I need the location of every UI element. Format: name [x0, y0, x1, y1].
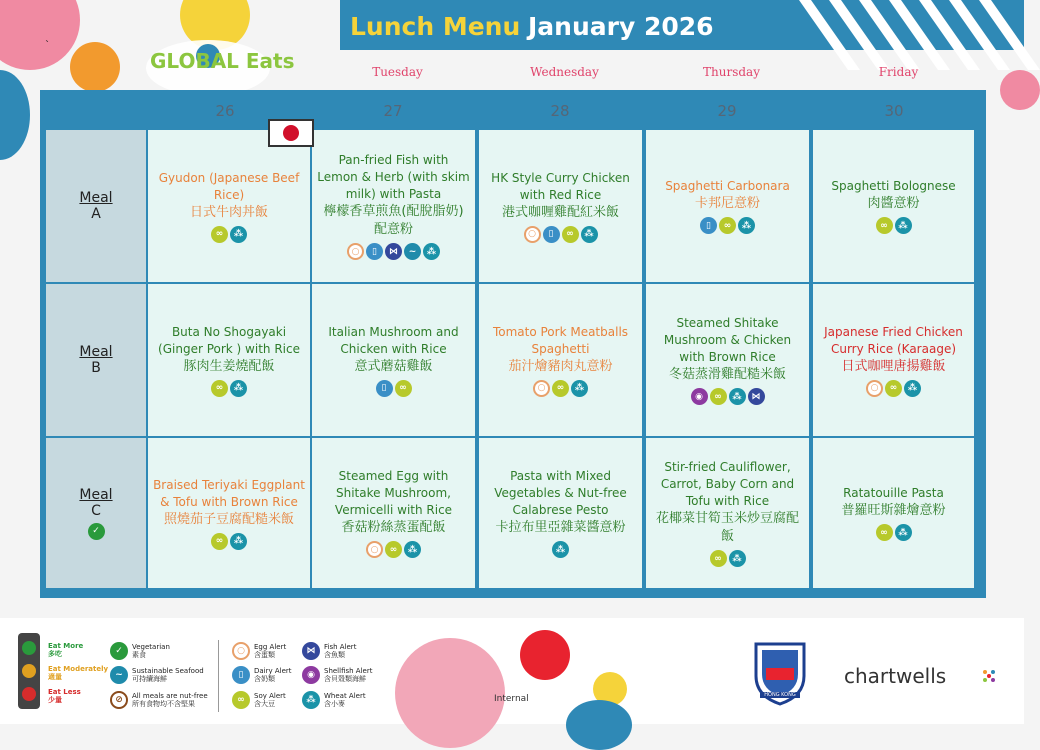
dish-name-zh: 檸檬香草煎魚(配脫脂奶)配意粉	[323, 204, 464, 237]
dish-name-en: Spaghetti Carbonara	[665, 179, 790, 193]
dish-name-en: Pan-fried Fish with Lemon & Herb (with skim milk) with Pasta	[317, 153, 470, 201]
wheat-alert-icon: ⁂	[230, 226, 247, 243]
egg-alert-icon: ○	[232, 642, 250, 660]
soy-alert-icon: ∞	[211, 380, 228, 397]
dish-name-zh: 豚肉生姜燒配飯	[183, 358, 275, 374]
eat-less-label: Eat Less 少量	[48, 688, 81, 704]
decor-pink-circle	[0, 0, 80, 70]
legend-egg: ○ Egg Alert 含蛋類	[232, 642, 286, 660]
allergen-icons	[366, 541, 421, 558]
day-name-3: Thursday	[703, 65, 760, 79]
wheat-alert-icon: ⁂	[738, 217, 755, 234]
shellfish-alert-icon: ◉	[302, 666, 320, 684]
egg-alert-icon: ○	[366, 541, 383, 558]
meal-c-label: Meal C ✓	[46, 438, 146, 588]
soy-alert-icon: ∞	[719, 217, 736, 234]
menu-cell-b-26	[148, 284, 310, 436]
allergen-icons	[710, 550, 746, 567]
wheat-alert-icon: ⁂	[904, 380, 921, 397]
soy-alert-icon: ∞	[211, 226, 228, 243]
tick-mark: `	[45, 40, 50, 51]
menu-cell-b-27	[312, 284, 475, 436]
wheat-alert-icon: ⁂	[404, 541, 421, 558]
dairy-alert-icon: ▯	[700, 217, 717, 234]
soy-alert-icon: ∞	[232, 691, 250, 709]
day-name-4: Friday	[878, 65, 919, 79]
dish-name-zh: 卡拉布里亞雜菜醬意粉	[495, 520, 626, 535]
wheat-alert-icon: ⁂	[230, 380, 247, 397]
header-bar	[340, 0, 1024, 50]
menu-cell-c-28	[479, 438, 642, 588]
soy-alert-icon: ∞	[710, 388, 727, 405]
menu-cell-a-26	[148, 130, 310, 282]
chartwells-logo: chartwells	[844, 664, 947, 688]
date-30: 30	[884, 102, 904, 120]
allergen-icons	[533, 380, 588, 397]
menu-cell-c-29	[646, 438, 809, 588]
logo-global-text: GLOBAL Eats	[150, 49, 295, 73]
dairy-alert-icon: ▯	[376, 380, 393, 397]
dish-name-zh: 花椰菜甘筍玉米炒豆腐配飯	[655, 511, 799, 544]
eat-more-label: Eat More 多吃	[48, 642, 84, 658]
dairy-alert-icon: ▯	[543, 226, 560, 243]
dish-name-en: Tomato Pork Meatballs Spaghetti	[492, 324, 629, 356]
decor-footer-pink	[395, 638, 505, 748]
school-crest-icon	[752, 640, 808, 706]
legend-soy: ∞ Soy Alert 含大豆	[232, 691, 286, 709]
dish-name-zh: 照燒茄子豆腐配糙米飯	[163, 511, 294, 527]
allergen-icons	[524, 226, 598, 243]
legend-nut-free: ⊘ All meals are nut-free 所有食物均不含堅果	[110, 691, 208, 709]
header-title: Lunch Menu	[350, 12, 521, 41]
menu-cell-c-26	[148, 438, 310, 588]
menu-cell-c-30	[813, 438, 974, 588]
dish-name-zh: 茄汁燴豬肉丸意粉	[508, 358, 613, 374]
menu-cell-a-30	[813, 130, 974, 282]
dish-name-en: Buta No Shogayaki (Ginger Pork ) with Rice	[158, 324, 300, 356]
dish-name-en: Spaghetti Bolognese	[831, 179, 956, 193]
allergen-icons	[347, 243, 440, 260]
decor-blue-circle	[0, 70, 30, 160]
wheat-alert-icon: ⁂	[895, 524, 912, 541]
vegetarian-icon: ✓	[110, 642, 128, 660]
wheat-alert-icon: ⁂	[895, 217, 912, 234]
chartwells-dots-icon	[982, 668, 996, 682]
header-month: January 2026	[528, 12, 714, 41]
day-name-2: Wednesday	[530, 65, 599, 79]
legend-dairy: ▯ Dairy Alert 含奶類	[232, 666, 292, 684]
allergen-icons	[866, 380, 921, 397]
menu-cell-a-29	[646, 130, 809, 282]
vegetarian-icon: ✓	[88, 523, 105, 540]
japan-flag-icon	[268, 119, 314, 147]
menu-grid	[40, 90, 986, 598]
wheat-alert-icon: ⁂	[571, 380, 588, 397]
dish-name-zh: 港式咖喱雞配紅米飯	[501, 204, 619, 220]
soy-alert-icon: ∞	[876, 217, 893, 234]
fish-alert-icon: ⋈	[385, 243, 402, 260]
dish-name-en: Stir-fried Cauliflower, Carrot, Baby Corn and Tofu with Rice	[660, 460, 795, 508]
soy-alert-icon: ∞	[876, 524, 893, 541]
dish-name-en: Steamed Egg with Shitake Mushroom, Vermicelli with Rice	[334, 469, 453, 517]
internal-label: Internal	[494, 694, 529, 704]
egg-alert-icon: ○	[533, 380, 550, 397]
wheat-alert-icon: ⁂	[552, 541, 569, 558]
wheat-alert-icon: ⁂	[230, 533, 247, 550]
dish-name-en: Italian Mushroom and Chicken with Rice	[328, 324, 459, 356]
legend-fish: ⋈ Fish Alert 含魚類	[302, 642, 356, 660]
wheat-alert-icon: ⁂	[729, 550, 746, 567]
allergen-icons	[376, 380, 412, 397]
dish-name-zh: 意式蘑菇雞飯	[354, 358, 433, 374]
dish-name-en: Gyudon (Japanese Beef Rice)	[158, 170, 300, 202]
soy-alert-icon: ∞	[211, 533, 228, 550]
dish-name-zh: 冬菇蒸滑雞配糙米飯	[668, 367, 786, 382]
dish-name-en: Japanese Fried Chicken Curry Rice (Karaage)	[824, 324, 963, 356]
allergen-icons	[552, 541, 569, 558]
allergen-icons	[691, 388, 765, 405]
decor-orange-circle	[70, 42, 120, 92]
seafood-alert-icon: ~	[404, 243, 421, 260]
wheat-alert-icon: ⁂	[581, 226, 598, 243]
dairy-alert-icon: ▯	[232, 666, 250, 684]
dish-name-en: HK Style Curry Chicken with Red Rice	[491, 170, 630, 202]
wheat-alert-icon: ⁂	[729, 388, 746, 405]
decor-pink-small	[1000, 70, 1040, 110]
dish-name-en: Pasta with Mixed Vegetables & Nut-free Calabrese Pesto	[494, 469, 627, 517]
dish-name-zh: 日式牛肉丼飯	[189, 204, 268, 220]
nut-free-icon: ⊘	[110, 691, 128, 709]
shellfish-alert-icon: ◉	[691, 388, 708, 405]
menu-cell-a-27	[312, 130, 475, 282]
dish-name-en: Ratatouille Pasta	[843, 486, 944, 500]
dairy-alert-icon: ▯	[366, 243, 383, 260]
menu-cell-b-30	[813, 284, 974, 436]
soy-alert-icon: ∞	[395, 380, 412, 397]
date-28: 28	[550, 102, 570, 120]
soy-alert-icon: ∞	[710, 550, 727, 567]
fish-alert-icon: ⋈	[302, 642, 320, 660]
wheat-alert-icon: ⁂	[302, 691, 320, 709]
allergen-icons	[211, 533, 247, 550]
soy-alert-icon: ∞	[552, 380, 569, 397]
legend-divider	[218, 640, 219, 712]
day-name-1: Tuesday	[372, 65, 423, 79]
egg-alert-icon: ○	[524, 226, 541, 243]
soy-alert-icon: ∞	[385, 541, 402, 558]
soy-alert-icon: ∞	[885, 380, 902, 397]
decor-footer-red	[520, 630, 570, 680]
allergen-icons	[211, 380, 247, 397]
soy-alert-icon: ∞	[562, 226, 579, 243]
legend-vegetarian: ✓ Vegetarian 素食	[110, 642, 170, 660]
date-26: 26	[215, 102, 235, 120]
dish-name-en: Steamed Shitake Mushroom & Chicken with Brown Rice	[663, 316, 792, 364]
dish-name-zh: 肉醬意粉	[867, 196, 920, 211]
legend-shellfish: ◉ Shellfish Alert 含貝殼類海鮮	[302, 666, 372, 684]
date-27: 27	[383, 102, 403, 120]
decor-footer-blue	[566, 700, 632, 750]
sustainable-seafood-icon: ~	[110, 666, 128, 684]
dish-name-zh: 普羅旺斯雜燴意粉	[841, 503, 946, 518]
school-crest-label: HONG KONG	[760, 692, 800, 698]
dish-name-zh: 香菇粉絲蒸蛋配飯	[341, 520, 446, 535]
dish-name-en: Braised Teriyaki Eggplant & Tofu with Brown Rice	[153, 477, 305, 509]
meal-a-label: Meal A	[46, 130, 146, 282]
menu-cell-b-28	[479, 284, 642, 436]
allergen-icons	[700, 217, 755, 234]
dish-name-zh: 卡邦尼意粉	[694, 196, 760, 211]
allergen-icons	[211, 226, 247, 243]
egg-alert-icon: ○	[347, 243, 364, 260]
date-29: 29	[717, 102, 737, 120]
allergen-icons	[876, 217, 912, 234]
egg-alert-icon: ○	[866, 380, 883, 397]
menu-cell-c-27	[312, 438, 475, 588]
fish-alert-icon: ⋈	[748, 388, 765, 405]
wheat-alert-icon: ⁂	[423, 243, 440, 260]
menu-cell-a-28	[479, 130, 642, 282]
meal-b-label: Meal B	[46, 284, 146, 436]
menu-cell-b-29	[646, 284, 809, 436]
traffic-light-icon	[18, 633, 40, 709]
legend-sustainable-seafood: ~ Sustainable Seafood 可持續海鮮	[110, 666, 204, 684]
eat-moderately-label: Eat Moderately 適量	[48, 665, 109, 681]
legend-wheat: ⁂ Wheat Alert 含小麥	[302, 691, 366, 709]
dish-name-zh: 日式咖哩唐揚雞飯	[841, 358, 946, 374]
allergen-icons	[876, 524, 912, 541]
